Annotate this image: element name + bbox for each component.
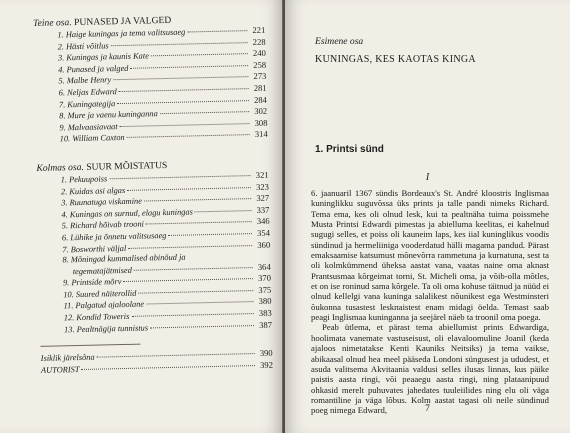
toc-leader-dots [113,77,248,81]
toc-leader-dots [131,313,253,317]
toc-entry-page: 364 [257,261,271,272]
toc-leader-dots [111,42,248,46]
part-label: Esimene osa [315,36,364,47]
toc-entry-title: 13. Pealtnägija tunnistus [63,323,149,335]
toc-leader-dots [146,221,252,224]
toc-entry-page: 273 [253,71,267,82]
toc-leader-dots [160,111,249,114]
toc-leader-dots [144,198,251,201]
toc-entry-page: 380 [258,296,272,307]
toc-leader-dots [119,88,249,92]
toc-entry-title: AUTORIST [40,364,80,375]
toc-part-heading: Teine osa. PUNASED JA VALGED [33,14,172,29]
toc-entry-title: 4. Punased ja valged [58,63,129,75]
body-paragraph: 6. jaanuaril 1367 sündis Bordeaux's St. André kloostris Inglismaa kuninglikku suguvõssa üks prints ja talle pandi nimeks Richard. Tema ema, kes oli olnud lesk, kui ta pealtnäha tuima poissmehe Musta Printsi Edwardi pimestas ja abiellumа keelitas, ei kahelnud sugugi selles, et poiss oli kauneim laps, kes iial kuninglikus voodis sündinud ja hermeliiniga vooderdatud hälli magama pandud. Pärast emaksaamise katsumust mõnevõrra rammetuna ja kurnatuna, sest ta oli kolmkümmend üheksa aastat vana, vaatas naine oma aknast Prantsusmaa kõrgeimat torni, St. Micheli oma, ja võib-olla mõtles, et on ise roninud sama kõrgele. Ta oli oma kohuse täitnud ja nüüd ei olnud kellelgi vana kuninga salalikest nõunikest ega Westminsteri õukonna tusastest leskпаistest enam midagi öelda. Temast saab peagi Inglismaa kuninganna ja seejärel näeb ta troonil oma poega. [311,188,549,323]
toc-entry-page: 281 [253,82,267,93]
page-number: 7 [425,404,430,414]
toc-entry-title: 1. Haige kuningas ja tema valitsusaeg [57,27,186,40]
toc-leader-dots [138,290,253,294]
table-of-contents [33,13,273,377]
body-paragraph: Peab ütlema, et pärast tema abiellumist prints Edwardiga, hoolimata vanemate vastuseisust, oli elavaloomuline Joanil (keda ajaloos nimetatakse Kenti Kauniks Neitsiks) ja tema vaikse, abikaasal olnud hea meel pääseda Londoni süngusest ja ududest, et asuda valitsema Akvitaania valdusi selles ilusas linnas, kus päike paistis aasta ringi, või peaaegu aasta ringi, ning plataanipuud ohkasid merelt puhuvates jahedates tuuleiilides ning elu oli väga romantiline ja väga lõbus. Kolm aastat tagasi oli neile sündinud poeg nimega Edward, [311,322,549,416]
toc-entry-title: 2. Hästi võitlus [57,40,109,52]
toc-entry-page: 258 [253,59,267,70]
toc-entry-title: Isiklik järelsõna [40,352,95,364]
toc-entry-page: 390 [259,347,273,359]
toc-leader-dots [187,30,247,32]
toc-entry-page: 346 [256,215,270,227]
toc-entry-page: 228 [252,36,266,47]
toc-entry-title: 7. Bosworthi väljal [62,243,127,254]
part-title: KUNINGAS, KES KAOTAS KINGA [315,54,476,65]
toc-leader-dots [120,123,250,127]
toc-entry-title: 5. Malbe Henry [58,75,112,86]
toc-entry-title: 5. Richard hõivab trooni [61,219,145,231]
toc-entry-page: 321 [255,169,269,180]
toc-back-matter [41,348,273,376]
toc-entry-page: 302 [254,105,268,117]
toc-leader-dots [109,175,250,179]
toc-leader-dots [168,233,252,236]
toc-entry-page: 221 [252,24,266,36]
toc-entry-title: 7. Kuningategija [58,98,116,109]
toc-entry-title: 9. Printside mõrv [62,277,122,288]
toc-entry-page: 383 [258,307,272,319]
toc-divider [40,344,140,347]
toc-entry-title: 10. William Caxton [59,133,125,144]
toc-leader-dots [127,187,251,191]
toc-leader-dots [123,278,253,282]
toc-entry-title: 8. Mure ja vaenu kuninganna [59,109,158,121]
toc-entry-title: 4. Kuningas on surnud, elagu kuningas [61,207,193,220]
toc-leader-dots [195,210,252,212]
toc-leader-dots [151,53,248,56]
chapter-title: 1. Printsi sünd [315,144,384,155]
toc-entry-title: 3. Kuningas ja kaunis Kate [57,51,149,63]
toc-leader-dots [150,325,254,328]
right-page-chapter [285,0,570,433]
toc-leader-dots [128,245,252,249]
toc-part-two-entries [33,25,268,146]
toc-entry-page: 308 [254,117,268,128]
toc-entry-title: 12. Kondid Toweris [63,311,130,323]
chapter-body [311,188,549,416]
toc-entry-title: 6. Neljas Edward [58,87,117,98]
toc-entry-page: 323 [255,181,269,192]
toc-part-three-entries [37,170,273,337]
toc-leader-dots [130,65,248,69]
toc-entry-title: 1. Pekuupoiss [60,174,108,185]
toc-entry-title: 8. Mõningad kummalised abinõud ja [62,252,186,265]
toc-entry-page: 327 [256,192,270,204]
toc-leader-dots [97,353,255,358]
toc-entry-page: 375 [258,284,272,295]
toc-leader-dots [117,100,249,104]
toc-entry-title: 10. Suured näiterollid [63,288,137,300]
toc-entry-title: tegematajätmised [72,265,132,276]
toc-entry-title: 2. Kuidas asi algas [60,185,126,196]
toc-entry-title: 9. Malvaasiavaat [59,121,118,133]
toc-entry-page: 387 [259,319,273,330]
toc-leader-dots [81,365,255,370]
toc-leader-dots [134,267,253,271]
section-numeral: I [425,172,430,183]
toc-entry-title: 3. Ruunatuga viskamine [61,196,143,208]
toc-entry-title: 11. Palgatud ajaloolane [63,300,145,311]
toc-entry-page: 240 [252,47,266,59]
toc-part-heading: Kolmas osa. SUUR MÕISTATUS [36,159,168,174]
toc-entry-page: 370 [257,272,272,284]
toc-entry-page: 354 [256,227,271,238]
toc-entry-page: 314 [254,129,268,140]
toc-entry-page: 392 [259,359,274,370]
toc-entry-title: 6. Lühike ja õnnetu valitsusaeg [61,230,167,243]
toc-entry-page: 360 [257,239,271,250]
toc-leader-dots [146,302,253,305]
toc-leader-dots [127,134,250,138]
toc-entry-page: 337 [256,204,270,215]
left-page-toc [0,0,283,433]
toc-entry-page: 284 [253,94,268,105]
